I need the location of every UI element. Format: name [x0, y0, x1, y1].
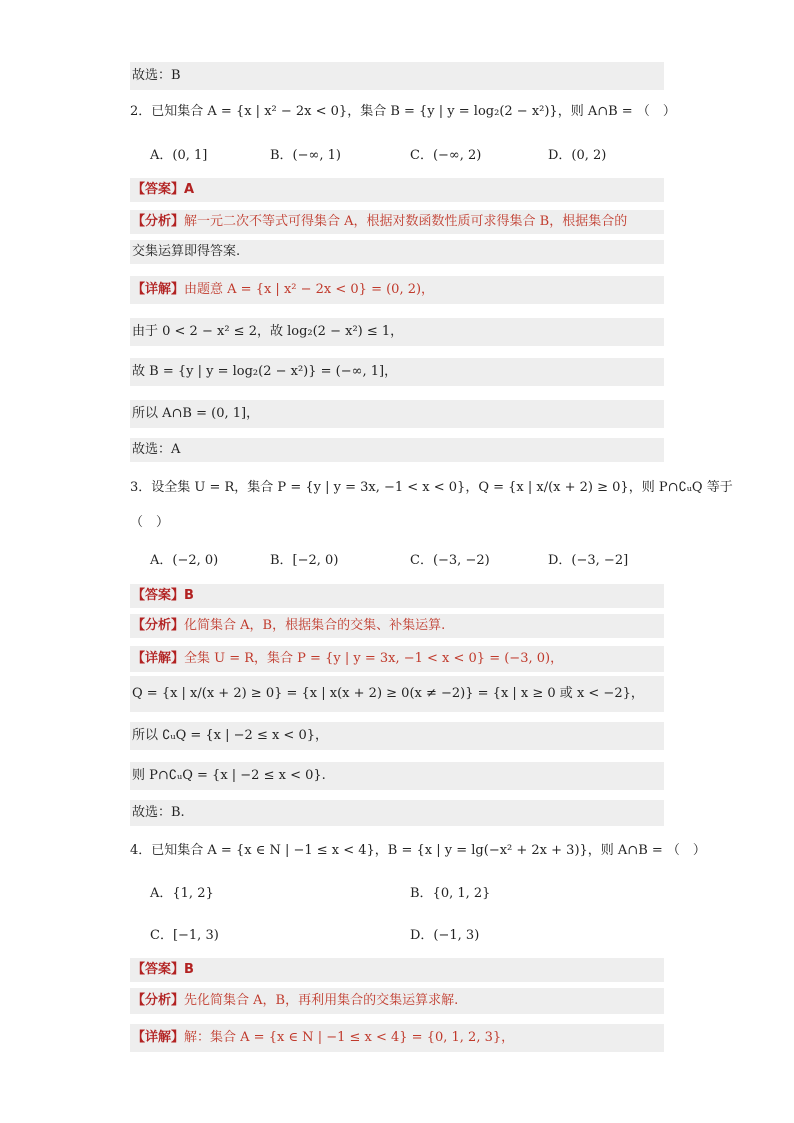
solution-line [130, 584, 664, 608]
line-text: 解：集合 A = {x ∈ N | −1 ≤ x < 4} = {0, 1, 2, 3}， [184, 1030, 515, 1045]
solution-line [130, 646, 664, 672]
solution-line: 故 B = {y | y = log₂(2 − x²)} = (−∞, 1]， [130, 358, 664, 386]
answer-option: B．[−2, 0) [270, 553, 339, 568]
section-tag: 【详解】 [132, 651, 185, 666]
solution-line: 故选：B. [130, 800, 664, 826]
solution-line [130, 210, 664, 234]
question-line: 2．已知集合 A = {x | x² − 2x < 0}，集合 B = {y | y = log₂(2 − x²)}，则 A∩B = （ ） [130, 104, 676, 119]
solution-line: 所以 ∁ᵤQ = {x | −2 ≤ x < 0}， [130, 722, 664, 750]
line-text: B [184, 962, 194, 977]
solution-line: 故选：B [130, 62, 664, 90]
answer-option: C．(−3, −2) [410, 553, 490, 568]
solution-line: 交集运算即得答案. [130, 240, 664, 264]
solution-line [130, 178, 664, 202]
solution-line: Q = {x | x/(x + 2) ≥ 0} = {x | x(x + 2) ≥ 0(x ≠ −2)} = {x | x ≥ 0 或 x < −2}， [130, 676, 664, 712]
solution-line [130, 276, 664, 304]
section-tag: 【答案】 [132, 962, 185, 977]
question-line: 3．设全集 U = R，集合 P = {y | y = 3x, −1 < x < 0}，Q = {x | x/(x + 2) ≥ 0}，则 P∩∁ᵤQ 等于 [130, 480, 733, 495]
answer-option: A．(−2, 0) [150, 553, 219, 568]
line-text: A [184, 182, 195, 197]
solution-line: 故选：A [130, 438, 664, 462]
question-line: 4．已知集合 A = {x ∈ N | −1 ≤ x < 4}，B = {x | y = lg(−x² + 2x + 3)}，则 A∩B = （ ） [130, 843, 706, 858]
answer-option: D．(0, 2) [548, 148, 607, 163]
section-tag: 【详解】 [132, 1030, 185, 1045]
section-tag: 【分析】 [132, 214, 185, 229]
section-tag: 【分析】 [132, 993, 185, 1008]
answer-option: C．(−∞, 2) [410, 148, 482, 163]
solution-line [130, 958, 664, 982]
solution-line: 由于 0 < 2 − x² ≤ 2，故 log₂(2 − x²) ≤ 1， [130, 318, 664, 346]
solution-line: 所以 A∩B = (0, 1]， [130, 400, 664, 428]
line-text: 由题意 A = {x | x² − 2x < 0} = (0, 2)， [184, 282, 435, 297]
answer-option: C．[−1, 3) [150, 928, 219, 943]
line-text: B [184, 588, 194, 603]
section-tag: 【分析】 [132, 618, 185, 633]
answer-option: A．{1, 2} [150, 886, 214, 901]
line-text: 化简集合 A，B，根据集合的交集、补集运算. [184, 618, 446, 633]
answer-option: B．{0, 1, 2} [410, 886, 491, 901]
section-tag: 【答案】 [132, 588, 185, 603]
solution-line [130, 1024, 664, 1052]
section-tag: 【答案】 [132, 182, 185, 197]
line-text: 解一元二次不等式可得集合 A，根据对数函数性质可求得集合 B，根据集合的 [184, 214, 628, 229]
line-text: 先化简集合 A，B，再利用集合的交集运算求解. [184, 993, 459, 1008]
question-line: （ ） [130, 515, 170, 530]
solution-line [130, 614, 664, 638]
answer-option: B．(−∞, 1) [270, 148, 341, 163]
solution-line: 则 P∩∁ᵤQ = {x | −2 ≤ x < 0}. [130, 762, 664, 790]
section-tag: 【详解】 [132, 282, 185, 297]
line-text: 全集 U = R，集合 P = {y | y = 3x, −1 < x < 0} = (−3, 0)， [184, 651, 564, 666]
answer-option: D．(−3, −2] [548, 553, 629, 568]
solution-line [130, 988, 664, 1014]
answer-option: D．(−1, 3) [410, 928, 480, 943]
answer-option: A．(0, 1] [150, 148, 208, 163]
